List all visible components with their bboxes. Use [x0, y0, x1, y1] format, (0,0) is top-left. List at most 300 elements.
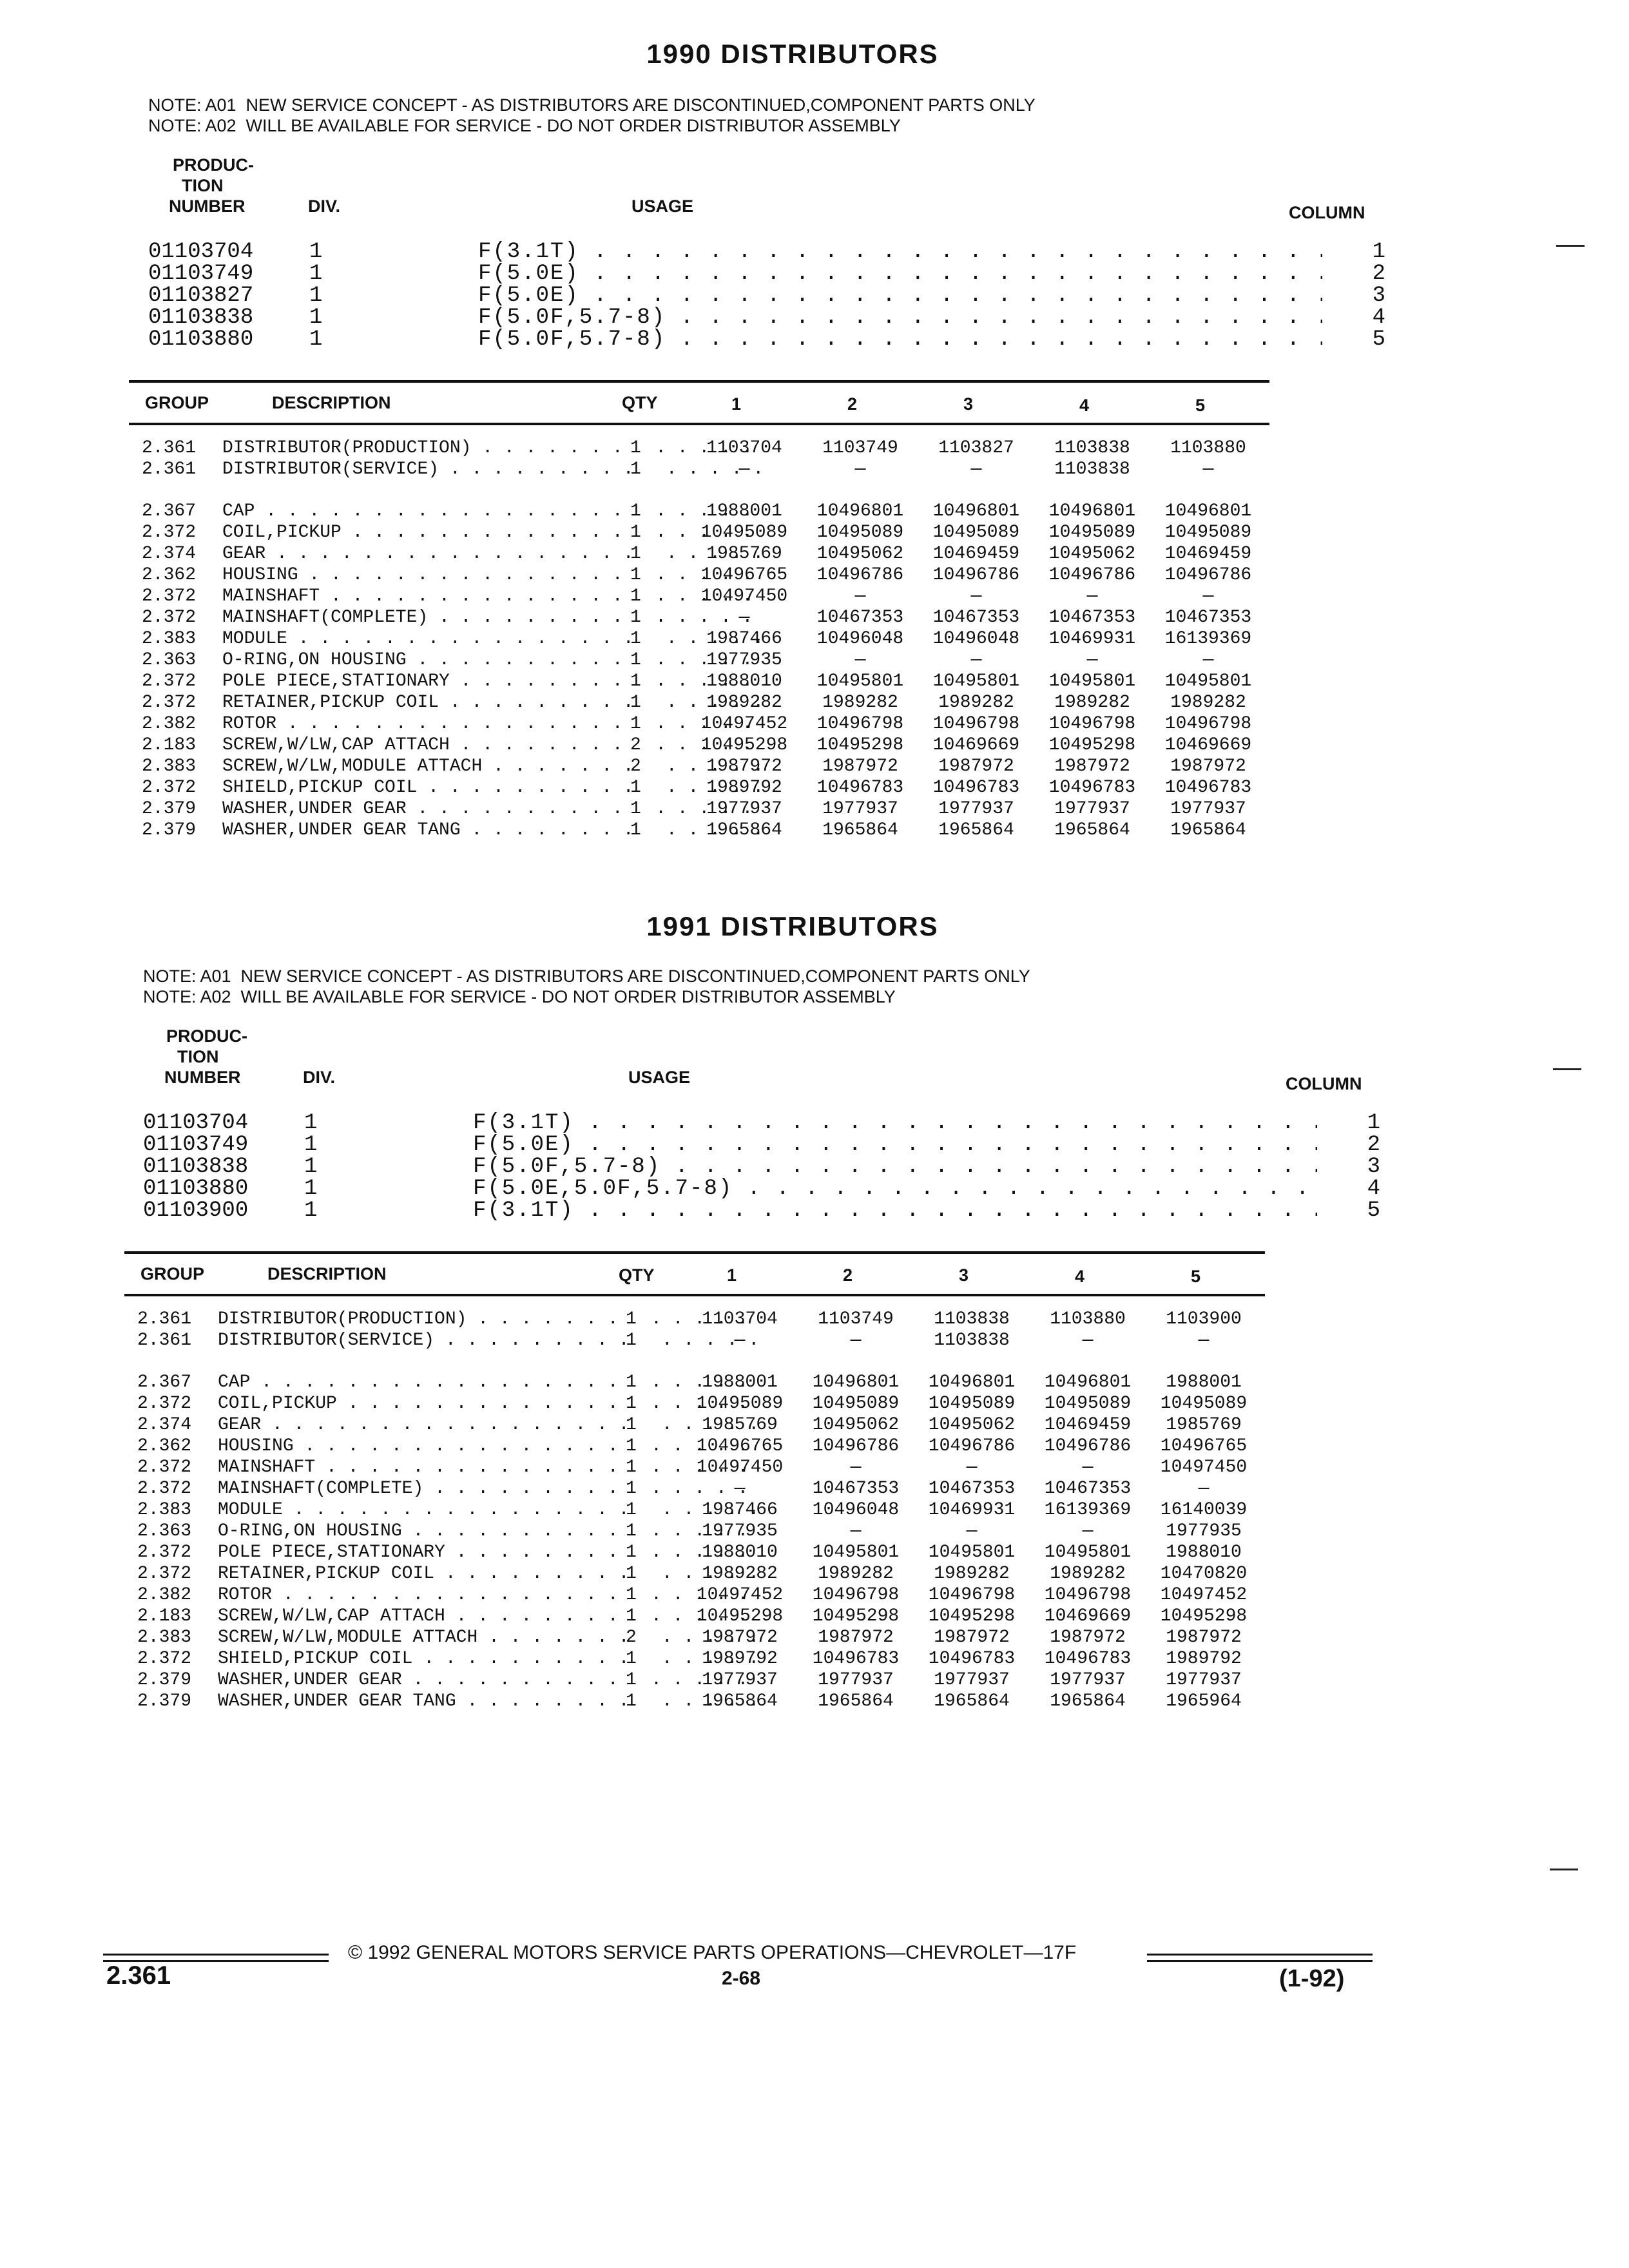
col-header-2: 2	[843, 1265, 853, 1285]
table-row	[137, 1415, 1271, 1436]
col4-cell: 10467353	[1044, 1479, 1132, 1499]
div-value: 1	[309, 305, 323, 330]
description-cell: SCREW,W/LW,CAP ATTACH . . .	[218, 1606, 759, 1626]
group-cell: 2.383	[142, 756, 197, 776]
col2-cell: —	[850, 1331, 862, 1350]
table-row	[137, 1606, 1271, 1628]
usage-value: F(3.1T) . . .	[473, 1198, 1317, 1223]
col3-cell: —	[970, 586, 982, 606]
column-value: 3	[1367, 1155, 1380, 1179]
production-number: 01103900	[143, 1198, 249, 1223]
table-row	[142, 735, 1276, 756]
col1-cell: 10496765	[696, 1436, 784, 1456]
div-value: 1	[309, 262, 323, 286]
col2-cell: 10495089	[816, 523, 904, 543]
col3-cell: 10469931	[928, 1500, 1016, 1520]
col-header-group: GROUP	[140, 1264, 205, 1283]
col2-cell: 10496798	[816, 714, 904, 734]
col1-cell: 1987466	[702, 1500, 778, 1520]
col5-cell: 1977937	[1170, 799, 1246, 819]
col5-cell: 10469459	[1164, 544, 1252, 564]
col3-cell: 10495298	[928, 1606, 1016, 1626]
qty-cell: 1	[626, 1394, 651, 1414]
col2-cell: 1989282	[818, 1564, 894, 1584]
group-cell: 2.383	[142, 629, 197, 649]
table-row	[142, 586, 1276, 608]
col3-cell: 10496798	[928, 1585, 1016, 1605]
col2-cell: 10467353	[816, 608, 904, 628]
col4-cell: 1989282	[1050, 1564, 1126, 1584]
col3-cell: 10495801	[928, 1542, 1016, 1562]
col4-cell: 10496801	[1044, 1372, 1132, 1392]
col2-cell: —	[854, 650, 866, 670]
div-value: 1	[309, 240, 323, 264]
col1-cell: 10496765	[700, 565, 788, 585]
production-number: 01103749	[148, 262, 254, 286]
col3-cell: 1965864	[934, 1691, 1010, 1711]
div-value: 1	[309, 327, 323, 352]
col5-cell: 1987972	[1170, 756, 1246, 776]
col4-cell: 1987972	[1050, 1628, 1126, 1648]
col4-cell: —	[1086, 650, 1098, 670]
note-a01: NOTE: A01 NEW SERVICE CONCEPT - AS DISTRIBUTORS ARE DISCONTINUED,COMPONENT PARTS ONLY	[148, 95, 1036, 115]
description-cell: HOUSING . . .	[218, 1436, 759, 1456]
column-value: 4	[1367, 1177, 1380, 1201]
col4-cell: —	[1082, 1521, 1094, 1541]
column-value: 1	[1372, 240, 1385, 264]
table-row	[142, 714, 1276, 735]
col2-cell: —	[854, 586, 866, 606]
description-cell: HOUSING . . .	[222, 565, 764, 585]
col5-cell: 1977937	[1166, 1670, 1242, 1690]
col2-cell: 10467353	[812, 1479, 900, 1499]
col2-cell: 10495089	[812, 1394, 900, 1414]
usage-row	[148, 262, 1385, 284]
qty-cell: 2	[630, 735, 656, 755]
col3-cell: 1989282	[934, 1564, 1010, 1584]
description-cell: COIL,PICKUP . . .	[218, 1394, 759, 1414]
col2-cell: 10496801	[816, 501, 904, 521]
usage-row	[143, 1198, 1380, 1223]
header-div: DIV.	[308, 197, 341, 216]
table-row	[137, 1564, 1271, 1585]
production-number: 01103704	[148, 240, 254, 264]
col4-cell: 10496801	[1048, 501, 1136, 521]
group-cell: 2.362	[142, 565, 197, 585]
col-header-4: 4	[1075, 1267, 1085, 1286]
col2-cell: 10495298	[816, 735, 904, 755]
table-row	[137, 1457, 1271, 1479]
table-top-rule	[124, 1251, 1265, 1254]
qty-cell: 1	[630, 629, 656, 649]
col5-cell: 10496801	[1164, 501, 1252, 521]
group-cell: 2.379	[142, 799, 197, 819]
col3-cell: 10469459	[932, 544, 1020, 564]
col2-cell: 10496048	[812, 1500, 900, 1520]
qty-cell: 2	[626, 1628, 651, 1648]
margin-tick	[1556, 245, 1585, 247]
col4-cell: 10495801	[1048, 671, 1136, 691]
table-row	[137, 1500, 1271, 1521]
description-cell: ROTOR . . .	[222, 714, 764, 734]
group-cell: 2.374	[142, 544, 197, 564]
qty-cell: 1	[626, 1606, 651, 1626]
col1-cell: 10495089	[700, 523, 788, 543]
col3-cell: 1989282	[938, 693, 1014, 713]
col4-cell: 10467353	[1048, 608, 1136, 628]
qty-cell: 1	[630, 820, 656, 840]
col2-cell: 1977937	[822, 799, 898, 819]
usage-value: F(5.0E) . . .	[478, 262, 1322, 286]
qty-cell: 1	[630, 544, 656, 564]
usage-value: F(5.0E) . . .	[478, 284, 1322, 308]
qty-cell: 1	[630, 438, 656, 458]
footer-copyright: © 1992 GENERAL MOTORS SERVICE PARTS OPERATIONS—CHEVROLET—17F	[348, 1942, 1077, 1963]
col1-cell: 10495298	[696, 1606, 784, 1626]
table-row	[137, 1372, 1271, 1394]
description-cell: MODULE . . .	[222, 629, 764, 649]
col2-cell: 10496048	[816, 629, 904, 649]
qty-cell: 1	[630, 459, 656, 479]
div-value: 1	[304, 1177, 318, 1201]
col3-cell: 1987972	[934, 1628, 1010, 1648]
qty-cell: 1	[626, 1521, 651, 1541]
table-row	[142, 438, 1276, 459]
table-row	[142, 799, 1276, 820]
header-production-3: NUMBER	[169, 197, 246, 216]
description-cell: GEAR . . .	[218, 1415, 759, 1435]
section-1990	[0, 0, 1629, 870]
description-cell: COIL,PICKUP . . .	[222, 523, 764, 543]
group-cell: 2.383	[137, 1500, 192, 1520]
col-header-3: 3	[959, 1265, 969, 1285]
usage-value: F(5.0F,5.7-8) . . .	[478, 327, 1322, 352]
group-cell: 2.383	[137, 1628, 192, 1648]
qty-cell: 1	[626, 1457, 651, 1477]
qty-cell: 1	[626, 1479, 651, 1499]
col1-cell: 1103704	[702, 1309, 778, 1329]
col-header-description: DESCRIPTION	[272, 393, 391, 412]
description-cell: POLE PIECE,STATIONARY . . .	[222, 671, 764, 691]
usage-row	[143, 1133, 1380, 1155]
col1-cell: 1988010	[702, 1542, 778, 1562]
table-row	[137, 1394, 1271, 1415]
col5-cell: 16140039	[1160, 1500, 1248, 1520]
col3-cell: —	[966, 1521, 978, 1541]
description-cell: DISTRIBUTOR(PRODUCTION) . . .	[222, 438, 764, 458]
col1-cell: 1977937	[706, 799, 782, 819]
col1-cell: 1977937	[702, 1670, 778, 1690]
group-cell: 2.361	[142, 459, 197, 479]
column-value: 1	[1367, 1111, 1380, 1135]
col-header-5: 5	[1191, 1267, 1201, 1286]
col2-cell: 1987972	[822, 756, 898, 776]
table-row	[142, 459, 1276, 481]
col3-cell: 10469669	[932, 735, 1020, 755]
col4-cell: 1977937	[1050, 1670, 1126, 1690]
qty-cell: 1	[630, 714, 656, 734]
col3-cell: 1103838	[934, 1309, 1010, 1329]
column-value: 4	[1372, 305, 1385, 330]
col3-cell: 1103838	[934, 1331, 1010, 1350]
table-row	[137, 1649, 1271, 1670]
usage-value: F(3.1T) . . .	[473, 1111, 1317, 1135]
col-header-3: 3	[963, 394, 974, 414]
note-a01: NOTE: A01 NEW SERVICE CONCEPT - AS DISTRIBUTORS ARE DISCONTINUED,COMPONENT PARTS ONLY	[143, 966, 1030, 986]
table-top-rule	[129, 380, 1269, 383]
col5-cell: —	[1202, 586, 1214, 606]
qty-cell: 1	[630, 693, 656, 713]
production-number: 01103880	[148, 327, 254, 352]
table-row	[137, 1436, 1271, 1457]
col2-cell: 10495801	[812, 1542, 900, 1562]
qty-cell: 1	[630, 671, 656, 691]
table-row	[142, 565, 1276, 586]
col4-cell: 10496783	[1044, 1649, 1132, 1669]
production-number: 01103838	[148, 305, 254, 330]
description-cell: SCREW,W/LW,MODULE ATTACH . . .	[222, 756, 764, 776]
col2-cell: 10496798	[812, 1585, 900, 1605]
col3-cell: —	[970, 650, 982, 670]
group-cell: 2.372	[137, 1479, 192, 1499]
col2-cell: 10496783	[816, 778, 904, 798]
col4-cell: 10495089	[1048, 523, 1136, 543]
col5-cell: —	[1202, 650, 1214, 670]
col3-cell: 10496783	[928, 1649, 1016, 1669]
col5-cell: 1965964	[1166, 1691, 1242, 1711]
col4-cell: 10469459	[1044, 1415, 1132, 1435]
qty-cell: 1	[626, 1564, 651, 1584]
col-header-1: 1	[727, 1265, 737, 1285]
group-cell: 2.382	[137, 1585, 192, 1605]
col1-cell: —	[734, 1479, 746, 1499]
col4-cell: 16139369	[1044, 1500, 1132, 1520]
col4-cell: 10496786	[1048, 565, 1136, 585]
description-cell: RETAINER,PICKUP COIL . . .	[222, 693, 764, 713]
col4-cell: 1977937	[1054, 799, 1130, 819]
description-cell: MAINSHAFT . . .	[222, 586, 764, 606]
col2-cell: 10495062	[812, 1415, 900, 1435]
col4-cell: 10495089	[1044, 1394, 1132, 1414]
div-value: 1	[304, 1198, 318, 1223]
group-cell: 2.372	[142, 523, 197, 543]
col1-cell: —	[738, 459, 750, 479]
description-cell: SHIELD,PICKUP COIL . . .	[218, 1649, 759, 1669]
col3-cell: 10495089	[932, 523, 1020, 543]
col1-cell: 1965864	[702, 1691, 778, 1711]
table-row	[137, 1479, 1271, 1500]
table-row	[137, 1628, 1271, 1649]
description-cell: WASHER,UNDER GEAR . . .	[218, 1670, 759, 1690]
qty-cell: 2	[630, 756, 656, 776]
col5-cell: 10496783	[1164, 778, 1252, 798]
col1-cell: —	[738, 608, 750, 628]
table-row	[137, 1691, 1271, 1713]
col5-cell: —	[1198, 1331, 1210, 1350]
qty-cell: 1	[630, 608, 656, 628]
table-row	[142, 608, 1276, 629]
usage-row	[148, 284, 1385, 308]
description-cell: MODULE . . .	[218, 1500, 759, 1520]
col3-cell: —	[966, 1457, 978, 1477]
qty-cell: 1	[630, 778, 656, 798]
col1-cell: 1965864	[706, 820, 782, 840]
group-cell: 2.367	[137, 1372, 192, 1392]
col1-cell: 1988010	[706, 671, 782, 691]
col3-cell: 10496798	[932, 714, 1020, 734]
usage-row	[143, 1111, 1380, 1133]
col3-cell: —	[970, 459, 982, 479]
description-cell: MAINSHAFT . . .	[218, 1457, 759, 1477]
col1-cell: 1987972	[706, 756, 782, 776]
col5-cell: 1989792	[1166, 1649, 1242, 1669]
qty-cell: 1	[626, 1331, 651, 1350]
col2-cell: 1987972	[818, 1628, 894, 1648]
qty-cell: 1	[626, 1500, 651, 1520]
col3-cell: 10495801	[932, 671, 1020, 691]
group-cell: 2.361	[137, 1331, 192, 1350]
col5-cell: 16139369	[1164, 629, 1252, 649]
col5-cell: 10470820	[1160, 1564, 1248, 1584]
col3-cell: 1977937	[938, 799, 1014, 819]
col5-cell: 10467353	[1164, 608, 1252, 628]
header-usage: USAGE	[628, 1068, 691, 1087]
col-header-qty: QTY	[622, 393, 658, 412]
col3-cell: 10496048	[932, 629, 1020, 649]
qty-cell: 1	[626, 1309, 651, 1329]
group-cell: 2.362	[137, 1436, 192, 1456]
col-header-1: 1	[731, 394, 742, 414]
usage-row	[148, 305, 1385, 330]
description-cell: WASHER,UNDER GEAR . . .	[222, 799, 764, 819]
col2-cell: 10496801	[812, 1372, 900, 1392]
column-value: 2	[1367, 1133, 1380, 1157]
usage-value: F(3.1T) . . .	[478, 240, 1322, 264]
production-number: 01103838	[143, 1155, 249, 1179]
usage-row	[148, 240, 1385, 262]
col4-cell: 10496783	[1048, 778, 1136, 798]
header-column: COLUMN	[1289, 203, 1365, 222]
group-cell: 2.372	[142, 586, 197, 606]
header-column: COLUMN	[1286, 1074, 1362, 1093]
table-row	[142, 523, 1276, 544]
header-production-1: PRODUC-	[173, 155, 254, 175]
usage-row	[148, 327, 1385, 352]
col5-cell: —	[1202, 459, 1214, 479]
description-cell: MAINSHAFT(COMPLETE) . . .	[218, 1479, 759, 1499]
col3-cell: 1977937	[934, 1670, 1010, 1690]
qty-cell: 1	[626, 1670, 651, 1690]
col5-cell: 10495298	[1160, 1606, 1248, 1626]
group-cell: 2.361	[137, 1309, 192, 1329]
production-number: 01103749	[143, 1133, 249, 1157]
col4-cell: 10496798	[1044, 1585, 1132, 1605]
col5-cell: 10495801	[1164, 671, 1252, 691]
col3-cell: 10496801	[932, 501, 1020, 521]
col4-cell: 10495298	[1048, 735, 1136, 755]
description-cell: ROTOR . . .	[218, 1585, 759, 1605]
description-cell: GEAR . . .	[222, 544, 764, 564]
col1-cell: 1989282	[702, 1564, 778, 1584]
description-cell: DISTRIBUTOR(SERVICE) . . .	[218, 1331, 759, 1350]
margin-tick	[1553, 1068, 1581, 1070]
table-header-rule	[124, 1294, 1265, 1296]
col1-cell: 1985769	[702, 1415, 778, 1435]
col5-cell: 10496765	[1160, 1436, 1248, 1456]
col4-cell: 1103880	[1050, 1309, 1126, 1329]
div-value: 1	[309, 284, 323, 308]
col1-cell: 10497452	[700, 714, 788, 734]
table-row	[137, 1542, 1271, 1564]
usage-value: F(5.0E) . . .	[473, 1133, 1317, 1157]
description-cell: SHIELD,PICKUP COIL . . .	[222, 778, 764, 798]
group-cell: 2.372	[137, 1564, 192, 1584]
group-cell: 2.183	[142, 735, 197, 755]
col5-cell: —	[1198, 1479, 1210, 1499]
col1-cell: 1989282	[706, 693, 782, 713]
col3-cell: 10496786	[928, 1436, 1016, 1456]
description-cell: MAINSHAFT(COMPLETE) . . .	[222, 608, 764, 628]
div-value: 1	[304, 1155, 318, 1179]
column-value: 3	[1372, 284, 1385, 308]
usage-row	[143, 1177, 1380, 1201]
description-cell: POLE PIECE,STATIONARY . . .	[218, 1542, 759, 1562]
qty-cell: 1	[626, 1691, 651, 1711]
col4-cell: 1103838	[1054, 438, 1130, 458]
usage-row	[143, 1155, 1380, 1177]
col4-cell: 10496786	[1044, 1436, 1132, 1456]
description-cell: CAP . . .	[222, 501, 764, 521]
col2-cell: 10495801	[816, 671, 904, 691]
table-row	[142, 778, 1276, 799]
col3-cell: 1103827	[938, 438, 1014, 458]
col1-cell: 10497452	[696, 1585, 784, 1605]
qty-cell: 1	[626, 1415, 651, 1435]
col3-cell: 10496801	[928, 1372, 1016, 1392]
group-cell: 2.372	[137, 1542, 192, 1562]
col-header-description: DESCRIPTION	[267, 1264, 387, 1283]
footer-rule-left	[103, 1954, 329, 1956]
col2-cell: 10496786	[816, 565, 904, 585]
group-cell: 2.183	[137, 1606, 192, 1626]
footer-group-code: 2.361	[106, 1961, 171, 1990]
col4-cell: 10495801	[1044, 1542, 1132, 1562]
col2-cell: 1103749	[818, 1309, 894, 1329]
table-row	[137, 1331, 1271, 1352]
qty-cell: 1	[630, 565, 656, 585]
col4-cell: 10495062	[1048, 544, 1136, 564]
col4-cell: 1965864	[1050, 1691, 1126, 1711]
col3-cell: 10495089	[928, 1394, 1016, 1414]
col1-cell: 1989792	[702, 1649, 778, 1669]
col5-cell: 10495089	[1160, 1394, 1248, 1414]
table-row	[142, 820, 1276, 841]
col1-cell: 1988001	[706, 501, 782, 521]
description-cell: WASHER,UNDER GEAR TANG . . .	[218, 1691, 759, 1711]
col1-cell: —	[734, 1331, 746, 1350]
production-number: 01103827	[148, 284, 254, 308]
div-value: 1	[304, 1133, 318, 1157]
col2-cell: —	[850, 1457, 862, 1477]
col1-cell: 1987466	[706, 629, 782, 649]
group-cell: 2.372	[137, 1457, 192, 1477]
col1-cell: 10497450	[700, 586, 788, 606]
qty-cell: 1	[626, 1649, 651, 1669]
usage-value: F(5.0F,5.7-8) . . .	[473, 1155, 1317, 1179]
table-row	[142, 671, 1276, 693]
qty-cell: 1	[630, 586, 656, 606]
col4-cell: —	[1082, 1457, 1094, 1477]
